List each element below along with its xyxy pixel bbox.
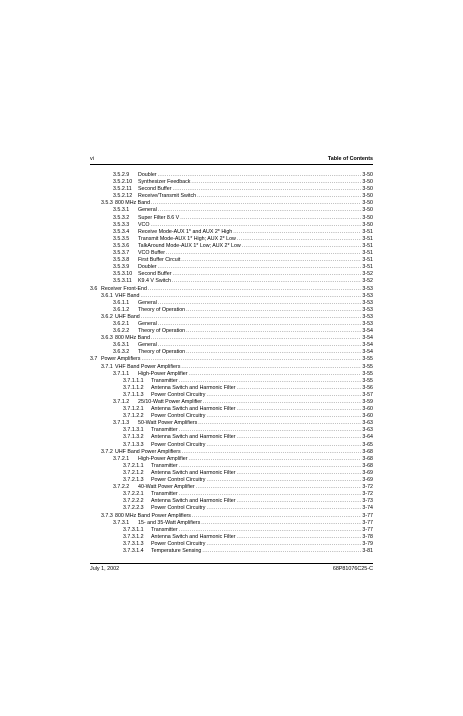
dot-leader <box>186 307 361 314</box>
dot-leader <box>206 505 361 512</box>
toc-entry-number: 3.7.2.2.2 <box>123 498 144 505</box>
dot-leader <box>179 491 362 498</box>
toc-entry-title: VCO Buffer <box>138 250 165 257</box>
dot-leader <box>158 172 362 179</box>
dot-leader <box>202 548 361 555</box>
toc-entry-page: 3-54 <box>362 342 373 349</box>
toc-entry-page: 3-51 <box>362 242 373 249</box>
toc-entry-page: 3-50 <box>362 172 373 178</box>
toc-entry-number: 3.7.1.1.1 <box>123 377 144 384</box>
toc-entry-number: 3.6.3 <box>101 335 113 342</box>
toc-entry-page: 3-51 <box>362 264 373 271</box>
dot-leader <box>206 442 361 449</box>
toc-entry-number: 3.7.2.2.3 <box>123 505 144 512</box>
toc-entry-number: 3.6.2.1 <box>113 320 130 327</box>
toc-entry-title: Power Amplifiers <box>101 356 141 363</box>
toc-entry-number: 3.7.3 <box>101 512 113 519</box>
toc-entry-title: Power Control Circuitry <box>151 413 206 420</box>
toc-entry-page: 3-54 <box>362 335 373 342</box>
toc-entry[interactable] <box>90 349 373 356</box>
toc-entry[interactable] <box>90 449 373 456</box>
toc-entry[interactable] <box>90 527 373 534</box>
toc-entry-page: 3-54 <box>362 328 373 335</box>
toc-entry-title: General <box>138 299 157 306</box>
dot-leader <box>192 513 361 520</box>
toc-entry-title: 15- and 35-Watt Amplifiers <box>138 519 201 526</box>
toc-entry-page: 3-68 <box>362 462 373 469</box>
dot-leader <box>172 186 361 193</box>
toc-entry[interactable] <box>90 264 373 271</box>
toc-entry-page: 3-63 <box>362 427 373 434</box>
toc-entry-page: 3-68 <box>362 448 373 455</box>
toc-entry-page: 3-51 <box>362 250 373 257</box>
toc-entry-page: 3-78 <box>362 533 373 540</box>
toc-entry-title: Second Buffer <box>138 186 172 193</box>
toc-entry-number: 3.5.3 <box>101 200 113 207</box>
toc-entry[interactable] <box>90 229 373 236</box>
toc-entry[interactable] <box>90 456 373 463</box>
dot-leader <box>237 385 362 392</box>
toc-entry-title: Power Control Circuitry <box>151 540 206 547</box>
toc-entry-number: 3.5.3.5 <box>113 235 130 242</box>
toc-entry[interactable] <box>90 491 373 498</box>
toc-entry-page: 3-50 <box>362 207 373 214</box>
toc-entry-page: 3-77 <box>362 526 373 533</box>
toc-entry-number: 3.5.3.1 <box>113 207 130 214</box>
toc-entry-number: 3.7 <box>90 356 98 363</box>
dot-leader <box>237 236 362 243</box>
toc-entry-title: Receive/Transmit Switch <box>138 193 197 200</box>
toc-entry-number: 3.5.2.12 <box>113 193 133 200</box>
toc-entry-title: Transmitter <box>151 526 178 533</box>
toc-entry[interactable] <box>90 385 373 392</box>
toc-entry-title: Transmitter <box>151 377 178 384</box>
dot-leader <box>186 328 361 335</box>
toc-entry[interactable] <box>90 427 373 434</box>
dot-leader <box>201 520 361 527</box>
dot-leader <box>151 335 361 342</box>
toc-entry-title: VHF Band Power Amplifiers <box>115 363 181 370</box>
toc-entry-number: 3.5.3.10 <box>113 271 133 278</box>
dot-leader <box>237 534 362 541</box>
toc-entry-page: 3-54 <box>362 349 373 356</box>
toc-entry[interactable] <box>90 392 373 399</box>
dot-leader <box>150 222 361 229</box>
toc-entry-page: 3-53 <box>362 292 373 299</box>
toc-entry-page: 3-68 <box>362 455 373 462</box>
toc-entry-title: High-Power Amplifier <box>138 370 188 377</box>
dot-leader <box>206 392 361 399</box>
toc-entry[interactable] <box>90 172 373 179</box>
toc-entry[interactable] <box>90 477 373 484</box>
toc-entry-number: 3.6.1 <box>101 292 113 299</box>
toc-entry-title: Theory of Operation <box>138 328 186 335</box>
toc-entry[interactable] <box>90 250 373 257</box>
toc-entry[interactable] <box>90 378 373 385</box>
toc-entry[interactable] <box>90 222 373 229</box>
toc-entry[interactable] <box>90 513 373 520</box>
dot-leader <box>141 356 361 363</box>
toc-entry[interactable] <box>90 484 373 491</box>
toc-entry-number: 3.6.1.2 <box>113 306 130 313</box>
toc-entry-title: Antenna Switch and Harmonic Filter <box>151 384 236 391</box>
toc-entry[interactable] <box>90 470 373 477</box>
toc-entry-number: 3.6.3.2 <box>113 349 130 356</box>
toc-entry-number: 3.6.3.1 <box>113 342 130 349</box>
toc-entry-page: 3-56 <box>362 384 373 391</box>
toc-entry-title: Power Control Circuitry <box>151 477 206 484</box>
toc-entry-title: Receive Mode-AUX 1* and AUX 2* High <box>138 228 233 235</box>
dot-leader <box>140 293 361 300</box>
toc-entry[interactable] <box>90 399 373 406</box>
toc-entry-title: Power Control Circuitry <box>151 391 206 398</box>
footer-doc-number: 68P81076C25-C <box>332 566 373 572</box>
dot-leader <box>186 349 361 356</box>
toc-entry-title: VCO <box>138 221 150 228</box>
toc-entry-number: 3.5.3.11 <box>113 278 132 285</box>
toc-entry-title: Doubler <box>138 264 157 271</box>
dot-leader <box>197 193 361 200</box>
toc-entry[interactable] <box>90 236 373 243</box>
toc-entry-number: 3.5.2.10 <box>113 179 133 186</box>
dot-leader <box>242 243 362 250</box>
toc-entry-page: 3-50 <box>362 179 373 186</box>
toc-entry-number: 3.7.2.1 <box>113 455 130 462</box>
toc-entry-number: 3.5.3.4 <box>113 228 130 235</box>
toc-entry-number: 3.6.2 <box>101 313 113 320</box>
dot-leader <box>237 498 362 505</box>
toc-entry-page: 3-51 <box>362 228 373 235</box>
toc-entry-title: Antenna Switch and Harmonic Filter <box>151 533 236 540</box>
toc-entry-title: Synthesizer Feedback <box>138 179 191 186</box>
toc-entry-title: Transmitter <box>151 427 178 434</box>
toc-entry-number: 3.7.3.1.4 <box>123 547 144 554</box>
toc-entry-number: 3.7.1.3.1 <box>123 427 144 434</box>
toc-entry-number: 3.7.1.3 <box>113 420 130 427</box>
toc-entry-title: General <box>138 320 157 327</box>
toc-entry-number: 3.7.2.1.2 <box>123 469 144 476</box>
toc-entry-page: 3-52 <box>362 271 373 278</box>
toc-entry-number: 3.6.1.1 <box>113 299 130 306</box>
dot-leader <box>158 300 362 307</box>
toc-entry-page: 3-77 <box>362 512 373 519</box>
toc-entry[interactable] <box>90 314 373 321</box>
toc-entry[interactable] <box>90 278 373 285</box>
toc-entry-title: Antenna Switch and Harmonic Filter <box>151 434 236 441</box>
toc-entry-title: First Buffer Circuit <box>138 257 181 264</box>
dot-leader <box>203 399 361 406</box>
toc-entry-number: 3.7.3.1 <box>113 519 130 526</box>
toc-entry-number: 3.7.3.1.1 <box>123 526 144 533</box>
toc-entry-page: 3-79 <box>362 540 373 547</box>
dot-leader <box>158 264 362 271</box>
toc-entry[interactable] <box>90 406 373 413</box>
toc-entry-page: 3-57 <box>362 391 373 398</box>
toc-entry[interactable] <box>90 186 373 193</box>
toc-entry[interactable] <box>90 300 373 307</box>
dot-leader <box>179 463 362 470</box>
toc-entry-title: Antenna Switch and Harmonic Filter <box>151 406 236 413</box>
toc-entry[interactable] <box>90 498 373 505</box>
toc-entry-title: Temperature Sensing <box>151 547 202 554</box>
toc-entry[interactable] <box>90 286 373 293</box>
toc-entry-page: 3-74 <box>362 505 373 512</box>
footer-date: July 1, 2002 <box>90 566 120 572</box>
toc-entry-title: Theory of Operation <box>138 349 186 356</box>
toc-entry-title: Transmitter <box>151 462 178 469</box>
dot-leader <box>179 427 362 434</box>
toc-entry-page: 3-53 <box>362 306 373 313</box>
toc-entry[interactable] <box>90 193 373 200</box>
toc-entry[interactable] <box>90 364 373 371</box>
toc-entry[interactable] <box>90 328 373 335</box>
toc-entry-title: Power Control Circuitry <box>151 505 206 512</box>
toc-entry-page: 3-50 <box>362 193 373 200</box>
dot-leader <box>172 271 361 278</box>
toc-entry-page: 3-53 <box>362 299 373 306</box>
toc-entry-title: UHF Band <box>115 313 140 320</box>
toc-entry[interactable] <box>90 463 373 470</box>
toc-entry-title: High-Power Amplifier <box>138 455 188 462</box>
toc-entry-title: Theory of Operation <box>138 306 186 313</box>
toc-entry-number: 3.5.3.8 <box>113 257 130 264</box>
toc-entry-number: 3.6 <box>90 285 98 292</box>
toc-entry-page: 3-73 <box>362 498 373 505</box>
toc-entry[interactable] <box>90 179 373 186</box>
toc-entry-title: Super Filter 8.6 V <box>138 214 180 221</box>
toc-entry[interactable] <box>90 505 373 512</box>
toc-entry-page: 3-50 <box>362 186 373 193</box>
toc-entry-number: 3.7.1.3.2 <box>123 434 144 441</box>
toc-entry-page: 3-59 <box>362 399 373 405</box>
dot-leader <box>151 200 361 207</box>
dot-leader <box>141 314 362 321</box>
toc-entry[interactable] <box>90 442 373 449</box>
toc-entry[interactable] <box>90 356 373 363</box>
toc-entry-page: 3-52 <box>362 278 373 285</box>
toc-entry-number: 3.7.3.1.3 <box>123 540 144 547</box>
toc-entry-title: 50-Watt Power Amplifiers <box>138 420 198 427</box>
dot-leader <box>237 434 362 441</box>
toc-entry-page: 3-60 <box>362 413 373 420</box>
toc-entry-page: 3-72 <box>362 491 373 498</box>
toc-entry-title: Transmitter <box>151 491 178 498</box>
toc-entry-title: Receiver Front-End <box>101 285 147 292</box>
toc-entry-title: TalkAround Mode-AUX 1* Low; AUX 2* Low <box>138 242 241 249</box>
toc-entry-number: 3.7.1.1.2 <box>123 384 144 391</box>
dot-leader <box>182 449 362 456</box>
toc-entry-title: Second Buffer <box>138 271 172 278</box>
toc-entry-page: 3-65 <box>362 441 373 448</box>
toc-entry-page: 3-50 <box>362 221 373 228</box>
toc-entry-page: 3-55 <box>362 356 373 363</box>
toc-entry-page: 3-69 <box>362 469 373 476</box>
toc-entry-number: 3.7.2.2.1 <box>123 491 144 498</box>
toc-entry-page: 3-50 <box>362 200 373 207</box>
toc-entry-page: 3-60 <box>362 406 373 413</box>
toc-entry-number: 3.5.2.9 <box>113 172 130 178</box>
toc-entry-title: Doubler <box>138 172 157 178</box>
header-rule <box>90 164 373 165</box>
toc-entry[interactable] <box>90 534 373 541</box>
toc-entry-page: 3-64 <box>362 434 373 441</box>
toc-entry-number: 3.7.1.1.3 <box>123 391 144 398</box>
toc-entry[interactable] <box>90 520 373 527</box>
dot-leader <box>188 371 361 378</box>
toc-entry-number: 3.7.2.1.1 <box>123 462 144 469</box>
toc-entry-page: 3-53 <box>362 285 373 292</box>
toc-entry-number: 3.7.2.1.3 <box>123 477 144 484</box>
toc-entry-number: 3.5.3.2 <box>113 214 130 221</box>
toc-entry-page: 3-51 <box>362 235 373 242</box>
toc-entry-number: 3.7.1 <box>101 363 113 370</box>
toc-entry-title: Antenna Switch and Harmonic Filter <box>151 498 236 505</box>
toc-entry[interactable] <box>90 243 373 250</box>
toc-entry-title: Transmit Mode-AUX 1* High; AUX 2* Low <box>138 235 236 242</box>
toc-entry-page: 3-51 <box>362 257 373 264</box>
dot-leader <box>237 470 362 477</box>
toc-entry-title: 800 MHz Band <box>115 335 151 342</box>
toc-entry-number: 3.7.2.2 <box>113 484 130 491</box>
toc-entry-page: 3-55 <box>362 363 373 370</box>
dot-leader <box>166 250 361 257</box>
toc-entry[interactable] <box>90 200 373 207</box>
dot-leader <box>180 215 361 222</box>
footer-rule <box>90 563 373 564</box>
dot-leader <box>181 257 361 264</box>
toc-entry-page: 3-55 <box>362 370 373 377</box>
toc-entry[interactable] <box>90 307 373 314</box>
dot-leader <box>172 278 361 285</box>
toc-entry-number: 3.5.2.11 <box>113 186 132 193</box>
toc-entry-title: General <box>138 342 157 349</box>
dot-leader <box>191 179 361 186</box>
toc-entry-title: Antenna Switch and Harmonic Filter <box>151 469 236 476</box>
toc-entry[interactable] <box>90 215 373 222</box>
dot-leader <box>188 456 361 463</box>
dot-leader <box>148 286 361 293</box>
toc-entry-page: 3-77 <box>362 519 373 526</box>
toc-entry[interactable] <box>90 257 373 264</box>
toc-entry[interactable] <box>90 335 373 342</box>
toc-entry-title: General <box>138 207 157 214</box>
toc-entry[interactable] <box>90 371 373 378</box>
toc-entry-number: 3.7.1.1 <box>113 370 130 377</box>
toc-entry-number: 3.5.3.6 <box>113 242 130 249</box>
toc-entry-number: 3.7.1.3.3 <box>123 441 144 448</box>
toc-entry[interactable] <box>90 548 373 555</box>
dot-leader <box>206 413 361 420</box>
dot-leader <box>179 527 362 534</box>
toc-entry-page: 3-69 <box>362 477 373 484</box>
dot-leader <box>233 229 361 236</box>
toc-entry-page: 3-50 <box>362 214 373 221</box>
page-label: vi <box>90 156 94 162</box>
toc-entry-number: 3.7.1.2 <box>113 399 130 405</box>
toc-entry[interactable] <box>90 541 373 548</box>
toc-entry-title: 25/10-Watt Power Amplifier <box>138 399 202 405</box>
toc-entry-title: 800 MHz Band Power Amplifiers <box>115 512 191 519</box>
toc-entry-number: 3.7.2 <box>101 448 113 455</box>
table-of-contents <box>90 172 373 555</box>
toc-entry-number: 3.5.3.9 <box>113 264 130 271</box>
dot-leader <box>198 420 361 427</box>
toc-entry-number: 3.7.3.1.2 <box>123 533 144 540</box>
toc-entry-title: K9.4 V Switch <box>138 278 171 285</box>
dot-leader <box>196 484 362 491</box>
toc-entry-number: 3.5.3.7 <box>113 250 130 257</box>
toc-entry-title: UHF Band Power Amplifiers <box>115 448 181 455</box>
dot-leader <box>237 406 362 413</box>
toc-entry-page: 3-72 <box>362 484 373 491</box>
section-title: Table of Contents <box>327 156 373 162</box>
toc-entry-number: 3.5.3.3 <box>113 221 130 228</box>
dot-leader <box>158 321 362 328</box>
toc-entry[interactable] <box>90 207 373 214</box>
toc-entry-title: VHF Band <box>115 292 140 299</box>
toc-entry-page: 3-81 <box>362 547 373 554</box>
toc-entry[interactable] <box>90 271 373 278</box>
dot-leader <box>179 378 362 385</box>
toc-entry-page: 3-55 <box>362 377 373 384</box>
toc-entry[interactable] <box>90 293 373 300</box>
dot-leader <box>206 541 361 548</box>
toc-entry-title: 40-Watt Power Amplifier <box>138 484 195 491</box>
toc-entry[interactable] <box>90 434 373 441</box>
toc-entry-number: 3.6.2.2 <box>113 328 130 335</box>
toc-entry[interactable] <box>90 420 373 427</box>
toc-entry-page: 3-63 <box>362 420 373 427</box>
dot-leader <box>206 477 361 484</box>
toc-entry-number: 3.7.1.2.1 <box>123 406 144 413</box>
dot-leader <box>181 364 361 371</box>
toc-entry[interactable] <box>90 321 373 328</box>
toc-entry-title: Power Control Circuitry <box>151 441 206 448</box>
toc-entry-title: 800 MHz Band <box>115 200 151 207</box>
toc-entry[interactable] <box>90 342 373 349</box>
toc-entry-page: 3-53 <box>362 313 373 320</box>
dot-leader <box>158 207 362 214</box>
toc-entry[interactable] <box>90 413 373 420</box>
dot-leader <box>158 342 362 349</box>
toc-entry-number: 3.7.1.2.2 <box>123 413 144 420</box>
toc-entry-page: 3-53 <box>362 320 373 327</box>
